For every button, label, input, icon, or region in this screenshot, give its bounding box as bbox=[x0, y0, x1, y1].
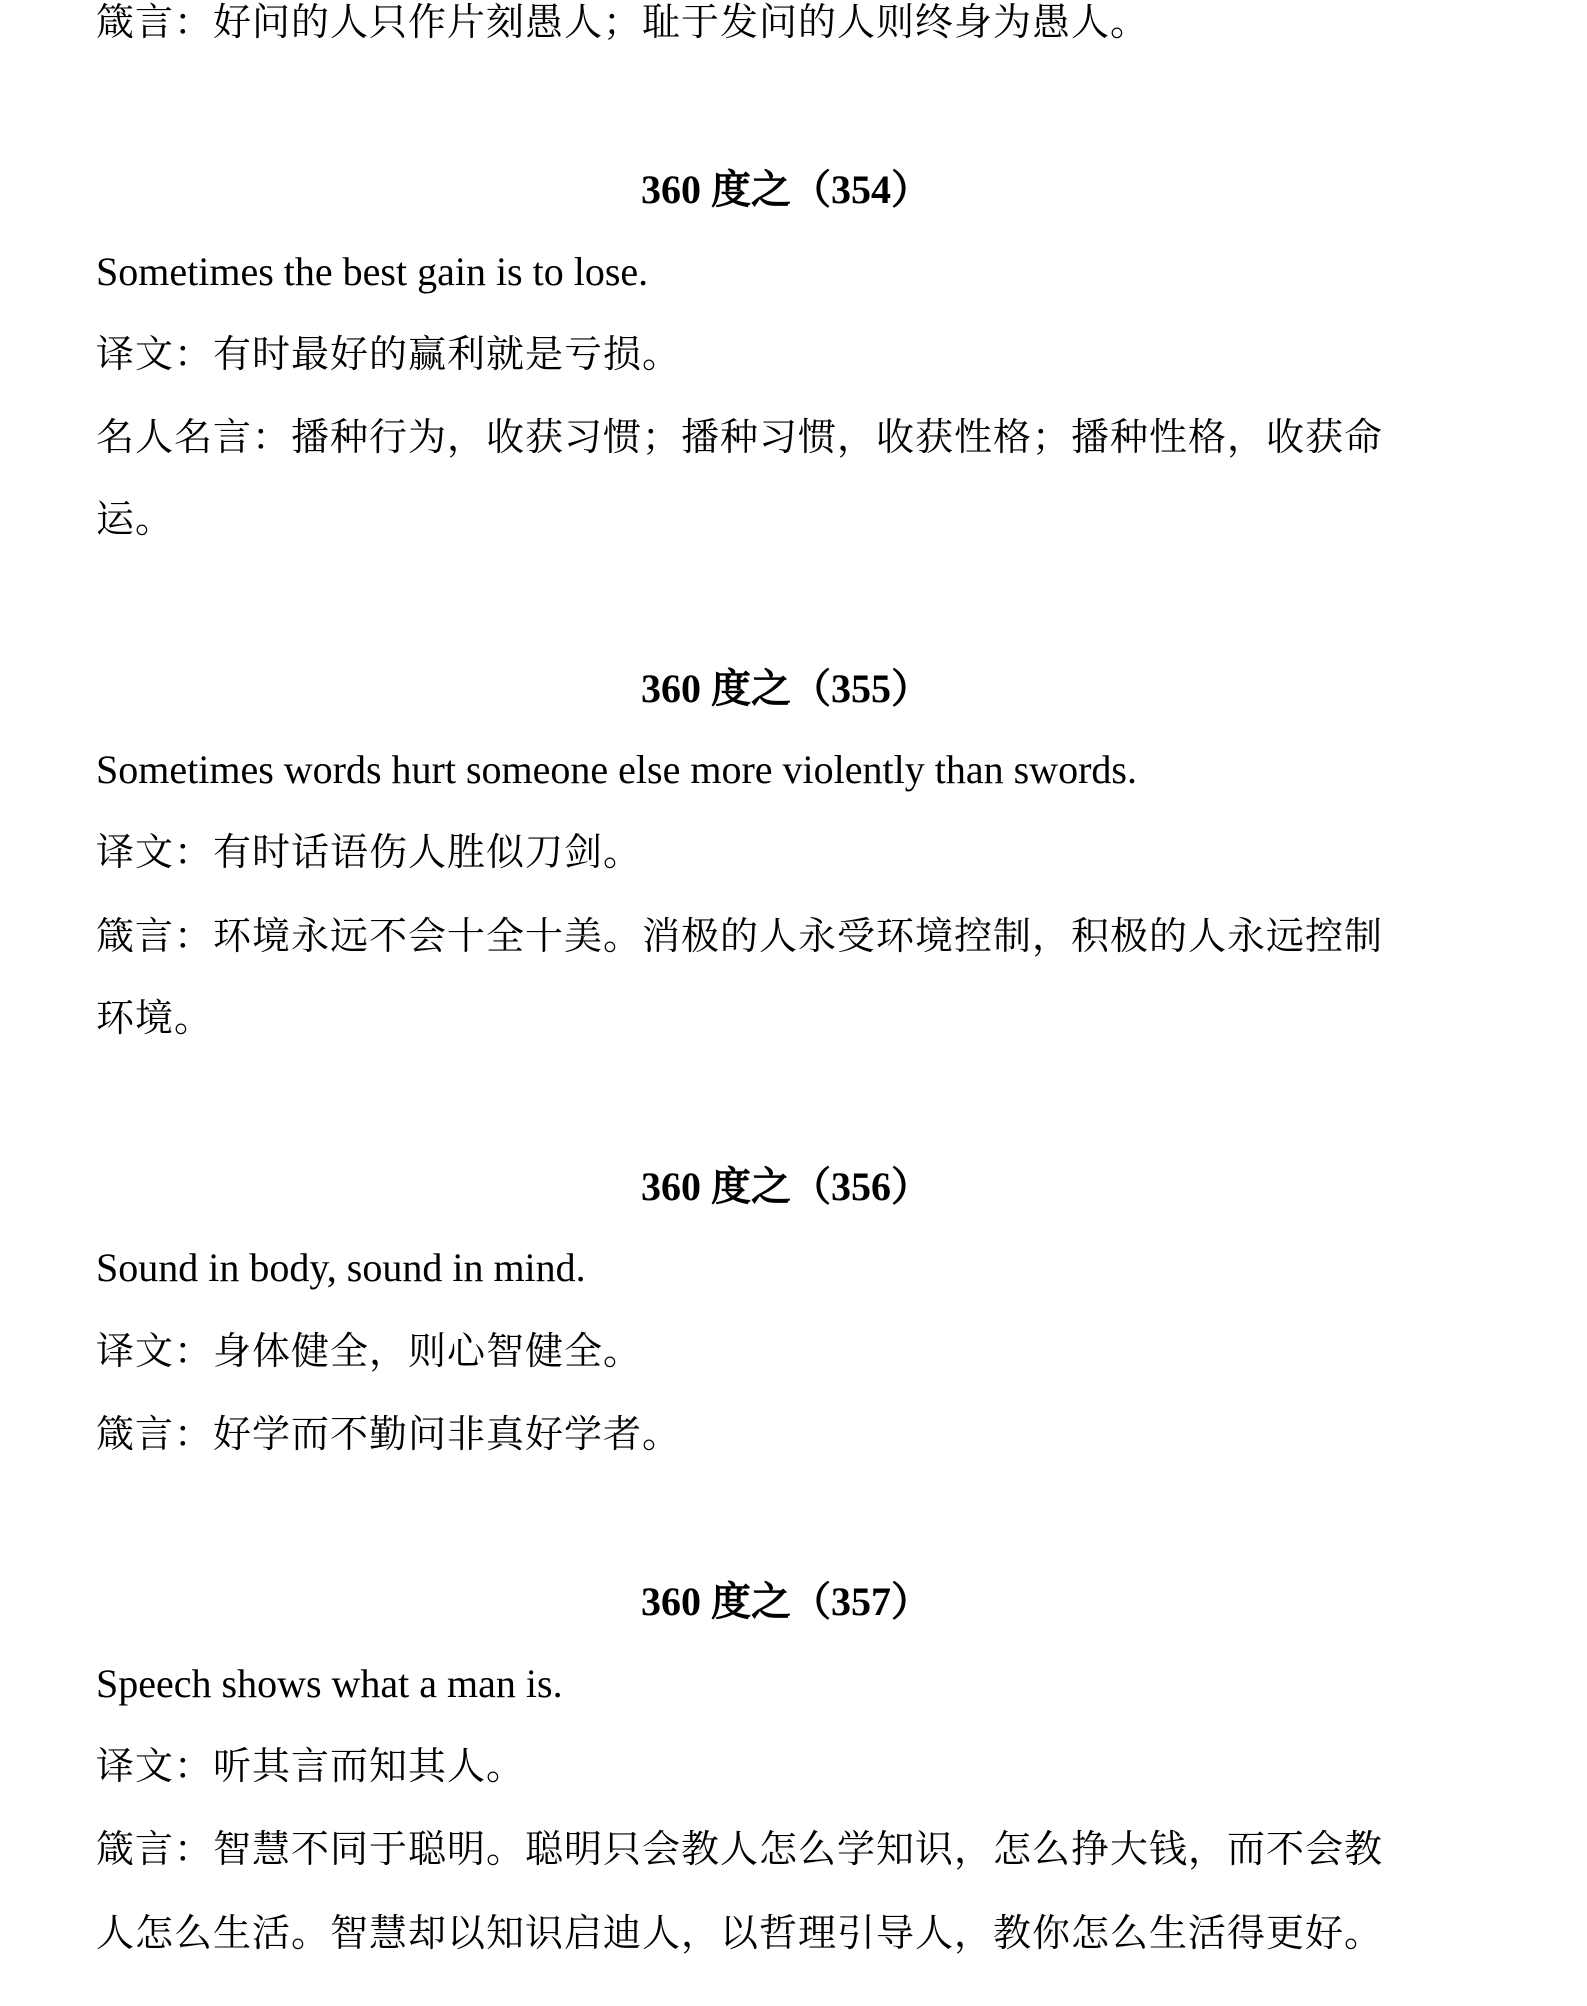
motto-line: 环境。 bbox=[96, 996, 214, 1040]
translation-line: 译文：身体健全，则心智健全。 bbox=[96, 1329, 643, 1373]
motto-line: 运。 bbox=[96, 497, 175, 541]
english-proverb: Sound in body, sound in mind. bbox=[96, 1245, 586, 1290]
translation-line: 译文：有时话语伤人胜似刀剑。 bbox=[96, 830, 643, 874]
motto-line: 箴言：好学而不勤问非真好学者。 bbox=[96, 1412, 682, 1456]
translation-line: 译文：有时最好的赢利就是亏损。 bbox=[96, 332, 682, 376]
translation-line: 译文：听其言而知其人。 bbox=[96, 1744, 526, 1788]
english-proverb: Sometimes words hurt someone else more violently than swords. bbox=[96, 747, 1137, 792]
entry-heading: 360 度之（356） bbox=[641, 1164, 931, 1209]
entry-heading: 360 度之（354） bbox=[641, 167, 931, 212]
motto-line: 箴言：好问的人只作片刻愚人；耻于发问的人则终身为愚人。 bbox=[96, 0, 1150, 44]
entry-heading: 360 度之（357） bbox=[641, 1579, 931, 1624]
motto-line: 人怎么生活。智慧却以知识启迪人，以哲理引导人，教你怎么生活得更好。 bbox=[96, 1911, 1384, 1955]
motto-line: 名人名言：播种行为，收获习惯；播种习惯，收获性格；播种性格，收获命 bbox=[96, 415, 1384, 459]
entry-heading: 360 度之（355） bbox=[641, 666, 931, 711]
motto-line: 箴言：环境永远不会十全十美。消极的人永受环境控制，积极的人永远控制 bbox=[96, 914, 1384, 958]
english-proverb: Sometimes the best gain is to lose. bbox=[96, 249, 649, 294]
english-proverb: Speech shows what a man is. bbox=[96, 1661, 563, 1706]
motto-line: 箴言：智慧不同于聪明。聪明只会教人怎么学知识，怎么挣大钱，而不会教 bbox=[96, 1827, 1384, 1871]
